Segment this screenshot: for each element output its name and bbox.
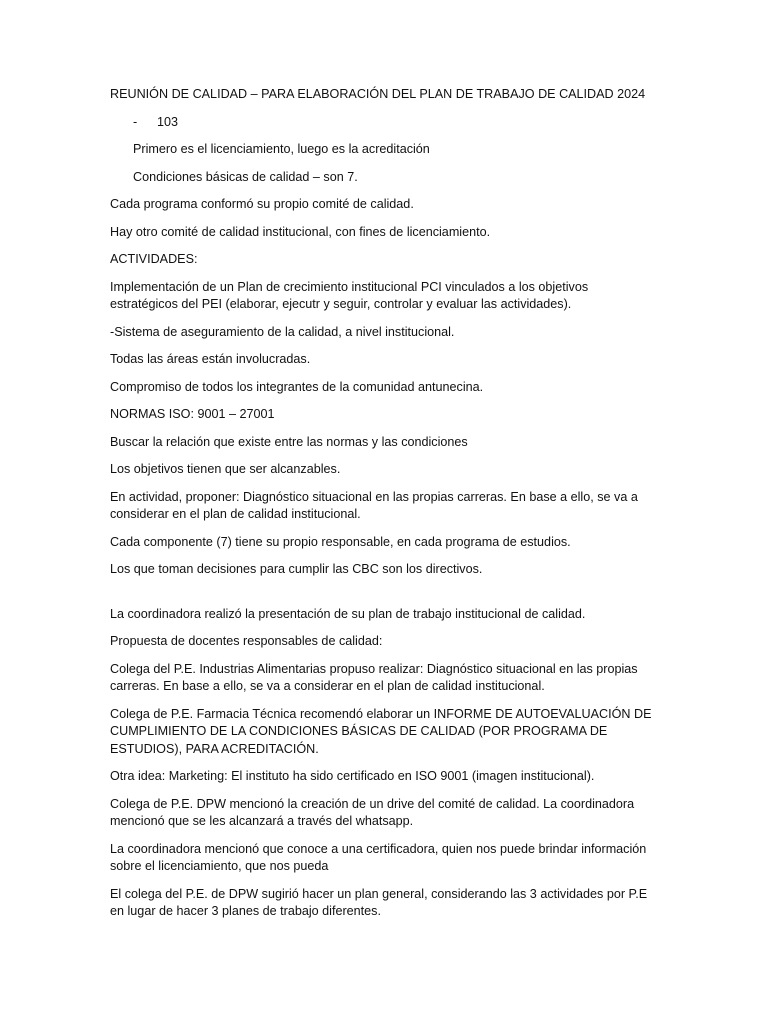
document-title: REUNIÓN DE CALIDAD – PARA ELABORACIÓN DEL PLAN DE TRABAJO DE CALIDAD 2024	[110, 87, 646, 101]
paragraph: Cada programa conformó su propio comité de calidad.	[110, 197, 414, 211]
paragraph: Compromiso de todos los integrantes de la comunidad antunecina.	[110, 379, 484, 394]
paragraph: Todas las áreas están involucradas.	[110, 352, 311, 366]
paragraph: -Sistema de aseguramiento de la calidad, a nivel institucional.	[110, 324, 455, 339]
section-heading: ACTIVIDADES:	[110, 252, 198, 266]
dash-marker: -	[133, 114, 138, 129]
dash-item-text: 103	[157, 114, 179, 129]
paragraph: Colega de P.E. Farmacia Técnica recomendó elaborar un INFORME DE AUTOEVALUACIÓN DE CUMPLIMIENTO DE LA CONDICIONES BÁSICAS DE CALIDAD (POR PROGRAMA DE ESTUDIOS), PARA ACREDITACIÓN.	[110, 706, 652, 756]
paragraph: Implementación de un Plan de crecimiento institucional PCI vinculados a los objetivos estratégicos del PEI (elaborar, ejecutr y seguir, controlar y evaluar las actividades).	[110, 279, 589, 311]
paragraph: En actividad, proponer: Diagnóstico situacional en las propias carreras. En base a ello, se va a considerar en el plan de calidad institucional.	[110, 489, 638, 521]
indented-paragraph: Primero es el licenciamiento, luego es la acreditación	[133, 142, 430, 156]
document-page	[110, 86, 655, 931]
paragraph: El colega del P.E. de DPW sugirió hacer un plan general, considerando las 3 actividades por P.E en lugar de hacer 3 planes de trabajo diferentes.	[110, 886, 648, 918]
paragraph: Cada componente (7) tiene su propio responsable, en cada programa de estudios.	[110, 534, 571, 549]
paragraph: Hay otro comité de calidad institucional, con fines de licenciamiento.	[110, 224, 491, 239]
paragraph: Los que toman decisiones para cumplir las CBC son los directivos.	[110, 562, 483, 576]
paragraph: Los objetivos tienen que ser alcanzables.	[110, 462, 341, 476]
indented-paragraph: Condiciones básicas de calidad – son 7.	[133, 169, 358, 184]
blank-line	[110, 589, 655, 606]
dash-list-item	[110, 114, 655, 132]
paragraph: Colega de P.E. DPW mencionó la creación de un drive del comité de calidad. La coordinadora mencionó que se les alcanzará a través del whatsapp.	[110, 796, 635, 828]
paragraph: Otra idea: Marketing: El instituto ha sido certificado en ISO 9001 (imagen institucional).	[110, 769, 595, 783]
paragraph: La coordinadora realizó la presentación de su plan de trabajo institucional de calidad.	[110, 606, 586, 621]
paragraph: Propuesta de docentes responsables de calidad:	[110, 634, 383, 648]
paragraph: Colega del P.E. Industrias Alimentarias propuso realizar: Diagnóstico situacional en las propias carreras. En base a ello, se va a considerar en el plan de calidad institucional.	[110, 661, 638, 693]
paragraph: NORMAS ISO: 9001 – 27001	[110, 407, 275, 421]
paragraph: Buscar la relación que existe entre las normas y las condiciones	[110, 434, 468, 449]
paragraph: La coordinadora mencionó que conoce a una certificadora, quien nos puede brindar información sobre el licenciamiento, que nos pueda	[110, 841, 647, 873]
